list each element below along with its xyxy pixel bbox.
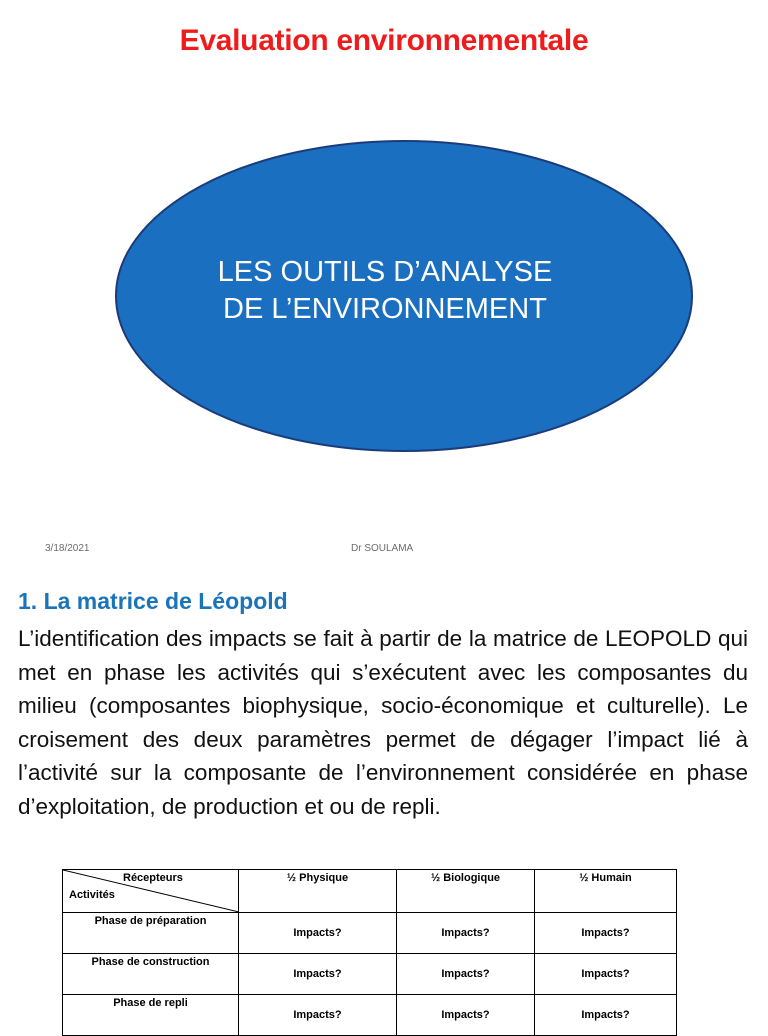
- table-cell: [397, 913, 535, 954]
- table-cell: [535, 913, 677, 954]
- row-label-cell: [63, 995, 239, 1036]
- table-corner-cell: [63, 870, 239, 913]
- table-cell: [397, 954, 535, 995]
- oval-line-1: LES OUTILS D’ANALYSE: [217, 256, 553, 288]
- corner-label-recepteurs: Récepteurs: [123, 872, 183, 884]
- footer-author: Dr SOULAMA: [351, 543, 414, 554]
- leopold-matrix-table: [62, 869, 677, 1036]
- footer-date: 3/18/2021: [45, 543, 90, 554]
- table-cell: [535, 995, 677, 1036]
- table-row: [63, 954, 677, 995]
- section-title: 1. La matrice de Léopold: [18, 588, 288, 614]
- row-label-cell: [63, 954, 239, 995]
- slide-title: Evaluation environnementale: [179, 24, 589, 57]
- impact-value: Impacts?: [293, 968, 342, 980]
- oval-line-2: DE L’ENVIRONNEMENT: [223, 293, 547, 325]
- impact-value: Impacts?: [581, 927, 630, 939]
- column-header: ½ Humain: [535, 870, 677, 913]
- table-cell: [239, 954, 397, 995]
- row-label: Phase de repli: [113, 997, 188, 1009]
- row-label-cell: [63, 913, 239, 954]
- impact-value: Impacts?: [441, 968, 490, 980]
- impact-value: Impacts?: [441, 927, 490, 939]
- impact-value: Impacts?: [581, 968, 630, 980]
- row-label: Phase de préparation: [94, 915, 207, 927]
- body-paragraph: L’identification des impacts se fait à partir de la matrice de LEOPOLD qui met en phase les activités qui s’exécutent avec les composantes du milieu (composantes biophysique, socio-économique et culturelle). Le croisement des deux paramètres permet de dégager l’impact lié à l’activité sur la composante de l’environnement considérée en phase d’exploitation, de production et ou de repli.: [18, 626, 748, 819]
- impact-value: Impacts?: [293, 927, 342, 939]
- table-row: [63, 913, 677, 954]
- impact-value: Impacts?: [293, 1009, 342, 1021]
- column-header: ½ Biologique: [397, 870, 535, 913]
- table-header-row: [63, 870, 677, 913]
- row-label: Phase de construction: [91, 956, 210, 968]
- impact-value: Impacts?: [441, 1009, 490, 1021]
- table-cell: [397, 995, 535, 1036]
- oval-text: [190, 254, 580, 328]
- table-row: [63, 995, 677, 1036]
- table-cell: [535, 954, 677, 995]
- impact-value: Impacts?: [581, 1009, 630, 1021]
- table-cell: [239, 995, 397, 1036]
- column-header: ½ Physique: [239, 870, 397, 913]
- table-cell: [239, 913, 397, 954]
- corner-label-activites: Activités: [69, 889, 115, 901]
